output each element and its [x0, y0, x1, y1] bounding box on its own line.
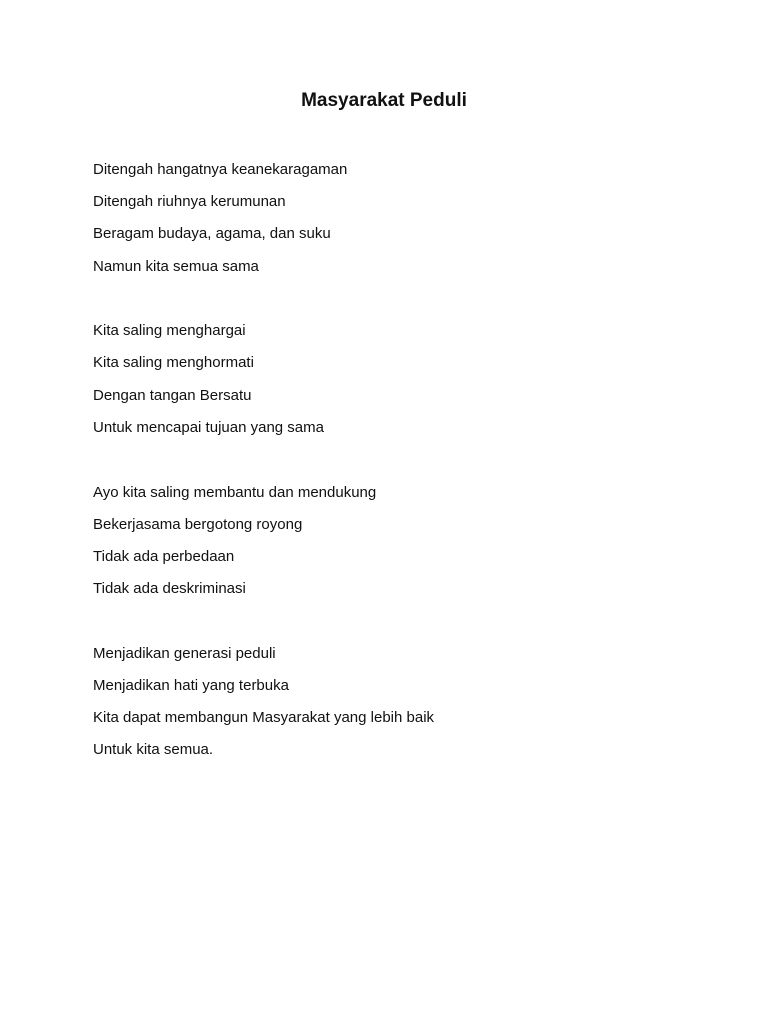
- poem-line: Menjadikan generasi peduli: [93, 644, 276, 662]
- stanza-2: [93, 315, 693, 444]
- stanza-1: [93, 154, 693, 283]
- poem-line: Kita dapat membangun Masyarakat yang lebih baik: [93, 709, 435, 727]
- poem-line: Untuk mencapai tujuan yang sama: [93, 418, 324, 436]
- poem-line: Kita saling menghargai: [93, 322, 246, 340]
- poem-line: Ditengah hangatnya keanekaragaman: [93, 161, 348, 178]
- stanza-4: [93, 638, 693, 767]
- stanza-3: [93, 477, 693, 606]
- poem-line: Ditengah riuhnya kerumunan: [93, 193, 286, 211]
- poem-line: Tidak ada perbedaan: [93, 547, 235, 565]
- poem-line: Beragam budaya, agama, dan suku: [93, 225, 331, 243]
- poem-line: Bekerjasama bergotong royong: [93, 515, 303, 533]
- poem-body: [93, 154, 693, 799]
- poem-line: Untuk kita semua.: [93, 741, 214, 759]
- poem-line: Ayo kita saling membantu dan mendukung: [93, 483, 377, 501]
- poem-line: Dengan tangan Bersatu: [93, 386, 252, 404]
- poem-line: Tidak ada deskriminasi: [93, 580, 246, 598]
- page-title: Masyarakat Peduli: [301, 90, 467, 111]
- poem-line: Namun kita semua sama: [93, 257, 259, 275]
- poem-line: Kita saling menghormati: [93, 354, 254, 372]
- poem-line: Menjadikan hati yang terbuka: [93, 676, 289, 694]
